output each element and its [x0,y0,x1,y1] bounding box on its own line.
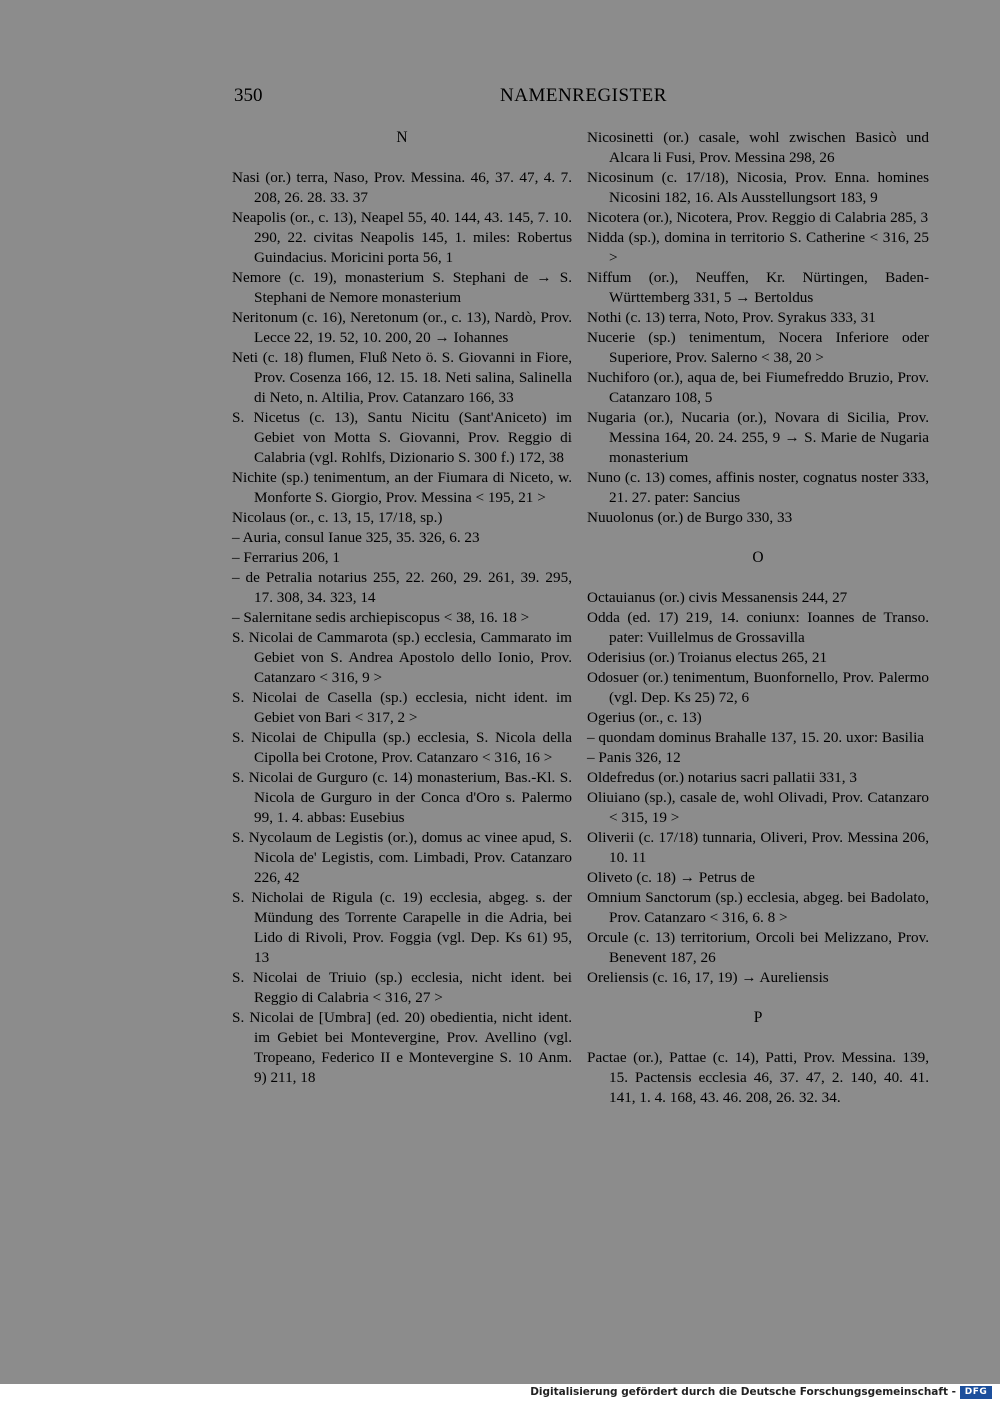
index-entry: – quondam dominus Brahalle 137, 15. 20. uxor: Basilia [587,729,925,746]
index-entry: – de Petralia notarius 255, 22. 260, 29. 261, 39. 295, 17. 308, 34. 323, 14 [232,569,572,606]
right-n-entry-list [587,128,929,528]
footer-credit: Digitalisierung gefördert durch die Deutsche Forschungsgemeinschaft - [530,1386,956,1398]
footer-bar [0,1384,1000,1402]
index-entry: Oreliensis (c. 16, 17, 19) → Aureliensis [587,969,829,986]
index-entry: S. Nicetus (c. 13), Santu Nicitu (Sant'Aniceto) im Gebiet von Motta S. Giovanni, Prov. Reggio di Calabria (vgl. Rohlfs, Dizionario S. 300 f.) 172, 38 [232,409,572,466]
index-entry: Odosuer (or.) tenimentum, Buonfornello, Prov. Palermo (vgl. Dep. Ks 25) 72, 6 [587,669,929,706]
index-entry: Nicolaus (or., c. 13, 15, 17/18, sp.) [232,509,443,526]
index-entry: Oderisius (or.) Troianus electus 265, 21 [587,649,828,666]
index-entry: Neapolis (or., c. 13), Neapel 55, 40. 144, 43. 145, 7. 10. 290, 22. civitas Neapolis 145, 1. miles: Robertus Guindacius. Moricini porta 56, 1 [232,209,572,266]
index-entry: S. Nicolai de [Umbra] (ed. 20) obedientia, nicht ident. im Gebiet bei Montevergine, Prov. Avellino (vgl. Tropeano, Federico II e Montevergine S. 10 Anm. 9) 211, 18 [232,1009,572,1086]
left-entry-list [232,168,572,1088]
index-entry: Nidda (sp.), domina in territorio S. Catherine < 316, 25 > [587,229,929,266]
dfg-logo-icon: DFG [960,1386,992,1399]
index-entry: Pactae (or.), Pattae (c. 14), Patti, Prov. Messina. 139, 15. Pactensis ecclesia 46, 37. 47, 2. 140, 40. 41. 141, 1. 4. 168, 43. 46. 208, 26. 32. 34. [587,1049,929,1106]
index-entry: Nicotera (or.), Nicotera, Prov. Reggio di Calabria 285, 3 [587,209,929,226]
index-entry: – Salernitane sedis archiepiscopus < 38, 16. 18 > [232,609,530,626]
index-entry: S. Nicolai de Cammarota (sp.) ecclesia, Cammarato im Gebiet von S. Andrea Apostolo dello Ionio, Prov. Catanzaro < 316, 9 > [232,629,572,686]
index-entry: Nugaria (or.), Nucaria (or.), Novara di Sicilia, Prov. Messina 164, 20. 24. 255, 9 → S. Marie de Nugaria monasterium [587,409,929,466]
index-entry: Nicosinetti (or.) casale, wohl zwischen Basicò und Alcara li Fusi, Prov. Messina 298, 26 [587,129,929,166]
index-entry: S. Nicolai de Chipulla (sp.) ecclesia, S. Nicola della Cipolla bei Crotone, Prov. Catanzaro < 316, 16 > [232,729,572,766]
index-entry: Octauianus (or.) civis Messanensis 244, 27 [587,589,848,606]
index-entry: – Ferrarius 206, 1 [232,549,340,566]
index-entry: Ogerius (or., c. 13) [587,709,702,726]
right-o-entry-list [587,588,929,988]
section-letter-p: P [753,1009,763,1026]
index-entry: Nasi (or.) terra, Naso, Prov. Messina. 46, 37. 47, 4. 7. 208, 26. 28. 33. 37 [232,169,572,206]
page-number: 350 [234,85,263,106]
index-entry: Orcule (c. 13) territorium, Orcoli bei Melizzano, Prov. Benevent 187, 26 [587,929,929,966]
index-entry: S. Nicolai de Triuio (sp.) ecclesia, nicht ident. bei Reggio di Calabria < 316, 27 > [232,969,572,1006]
index-entry: S. Nicolai de Gurguro (c. 14) monasterium, Bas.-Kl. S. Nicola de Gurguro in der Conca d'Oro s. Palermo 99, 1. 4. abbas: Eusebius [232,769,572,826]
index-entry: Nichite (sp.) tenimentum, an der Fiumara di Niceto, w. Monforte S. Giorgio, Prov. Messina < 195, 21 > [232,469,572,506]
index-entry: Neti (c. 18) flumen, Fluß Neto ö. S. Giovanni in Fiore, Prov. Cosenza 166, 12. 15. 18. Neti salina, Salinella di Neto, n. Altilia, Prov. Catanzaro 166, 33 [232,349,572,406]
section-letter-n: N [396,129,408,146]
index-entry: Neritonum (c. 16), Neretonum (or., c. 13), Nardò, Prov. Lecce 22, 19. 52, 10. 200, 20 → Iohannes [232,309,572,346]
index-entry: S. Nicholai de Rigula (c. 19) ecclesia, abgeg. s. der Mündung des Torrente Carapelle in die Adria, bei Lido di Rivoli, Prov. Foggia (vgl. Dep. Ks 61) 95, 13 [232,889,572,966]
index-entry: Nucerie (sp.) tenimentum, Nocera Inferiore oder Superiore, Prov. Salerno < 38, 20 > [587,329,929,366]
left-column [232,128,572,1088]
index-entry: Nuchiforo (or.), aqua de, bei Fiumefreddo Bruzio, Prov. Catanzaro 108, 5 [587,369,929,406]
section-letter-o: O [752,549,764,566]
index-entry: Nemore (c. 19), monasterium S. Stephani de → S. Stephani de Nemore monasterium [232,269,572,306]
right-p-entry-list [587,1048,929,1108]
index-entry: Nuno (c. 13) comes, affinis noster, cognatus noster 333, 21. 27. pater: Sancius [587,469,929,506]
index-entry: Nicosinum (c. 17/18), Nicosia, Prov. Enna. homines Nicosini 182, 16. Als Ausstellungsort 183, 9 [587,169,929,206]
index-entry: S. Nicolai de Casella (sp.) ecclesia, nicht ident. im Gebiet von Bari < 317, 2 > [232,689,572,726]
index-entry: Nuuolonus (or.) de Burgo 330, 33 [587,509,793,526]
index-entry: Odda (ed. 17) 219, 14. coniunx: Ioannes de Transo. pater: Vuillelmus de Grossavilla [587,609,929,646]
index-entry: Oliverii (c. 17/18) tunnaria, Oliveri, Prov. Messina 206, 10. 11 [587,829,929,866]
index-entry: Omnium Sanctorum (sp.) ecclesia, abgeg. bei Badolato, Prov. Catanzaro < 316, 6. 8 > [587,889,929,926]
index-entry: S. Nycolaum de Legistis (or.), domus ac vinee apud, S. Nicola de' Legistis, com. Limbadi, Prov. Catanzaro 226, 42 [232,829,572,886]
index-entry: Oliuiano (sp.), casale de, wohl Olivadi, Prov. Catanzaro < 315, 19 > [587,789,929,826]
index-entry: – Auria, consul Ianue 325, 35. 326, 6. 23 [232,529,480,546]
right-column [587,128,929,1108]
index-entry: – Panis 326, 12 [587,749,681,766]
index-entry: Niffum (or.), Neuffen, Kr. Nürtingen, Baden-Württemberg 331, 5 → Bertoldus [587,269,929,306]
running-head: NAMENREGISTER [500,85,667,106]
index-entry: Nothi (c. 13) terra, Noto, Prov. Syrakus 333, 31 [587,309,876,326]
index-entry: Oliveto (c. 18) → Petrus de [587,869,755,886]
index-entry: Oldefredus (or.) notarius sacri pallatii 331, 3 [587,769,857,786]
